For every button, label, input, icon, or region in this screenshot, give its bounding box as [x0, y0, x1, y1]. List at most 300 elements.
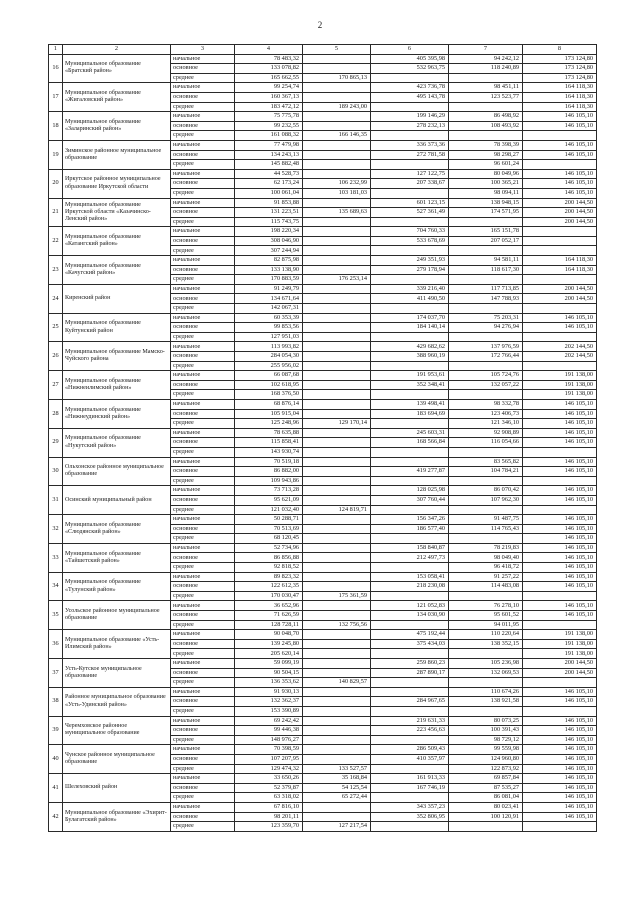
- education-level-cell: основное: [171, 409, 235, 419]
- value-cell-c8: 146 105,10: [523, 121, 597, 131]
- education-level-cell: основное: [171, 236, 235, 246]
- value-cell-c8: 146 105,10: [523, 716, 597, 726]
- value-cell-c4: 60 353,39: [235, 313, 303, 323]
- value-cell-c8: 146 105,10: [523, 524, 597, 534]
- value-cell-c5: [303, 659, 371, 669]
- value-cell-c4: 170 883,59: [235, 275, 303, 285]
- municipality-name-cell: Муниципальное образование «Братский район»: [63, 54, 171, 83]
- value-cell-c7: [449, 678, 523, 688]
- value-cell-c5: [303, 256, 371, 266]
- row-number-cell: 33: [49, 543, 63, 572]
- value-cell-c4: 122 612,35: [235, 582, 303, 592]
- value-cell-c4: 107 207,95: [235, 754, 303, 764]
- table-row: [49, 716, 597, 726]
- value-cell-c5: [303, 582, 371, 592]
- value-cell-c6: 161 913,33: [371, 774, 449, 784]
- value-cell-c8: 146 105,10: [523, 515, 597, 525]
- value-cell-c7: 138 921,58: [449, 697, 523, 707]
- education-level-cell: среднее: [171, 275, 235, 285]
- education-level-cell: начальное: [171, 687, 235, 697]
- row-number-cell: 41: [49, 774, 63, 803]
- education-level-cell: основное: [171, 611, 235, 621]
- value-cell-c7: 78 219,83: [449, 543, 523, 553]
- value-cell-c6: 184 140,14: [371, 323, 449, 333]
- education-level-cell: среднее: [171, 419, 235, 429]
- value-cell-c5: [303, 217, 371, 227]
- value-cell-c5: 35 168,84: [303, 774, 371, 784]
- table-row: [49, 399, 597, 409]
- row-number-cell: 22: [49, 227, 63, 256]
- value-cell-c5: [303, 563, 371, 573]
- education-level-cell: начальное: [171, 227, 235, 237]
- row-number-cell: 42: [49, 802, 63, 831]
- value-cell-c7: 138 352,15: [449, 639, 523, 649]
- value-cell-c8: 146 105,10: [523, 486, 597, 496]
- municipality-name-cell: Муниципальное образование «Тайшетский район»: [63, 543, 171, 572]
- table-row: [49, 687, 597, 697]
- value-cell-c7: 98 298,27: [449, 150, 523, 160]
- value-cell-c4: 165 662,55: [235, 73, 303, 83]
- education-level-cell: основное: [171, 92, 235, 102]
- municipality-name-cell: Муниципальное образование «Катангский район»: [63, 227, 171, 256]
- value-cell-c7: 118 617,30: [449, 265, 523, 275]
- value-cell-c8: 164 118,30: [523, 83, 597, 93]
- value-cell-c7: 94 011,95: [449, 620, 523, 630]
- value-cell-c6: [371, 447, 449, 457]
- municipality-name-cell: Киренский район: [63, 284, 171, 313]
- row-number-cell: 23: [49, 256, 63, 285]
- value-cell-c5: [303, 380, 371, 390]
- value-cell-c7: 147 788,93: [449, 294, 523, 304]
- value-cell-c6: [371, 764, 449, 774]
- value-cell-c8: 146 105,10: [523, 611, 597, 621]
- value-cell-c6: 153 058,41: [371, 572, 449, 582]
- education-level-cell: начальное: [171, 313, 235, 323]
- row-number-cell: 18: [49, 112, 63, 141]
- value-cell-c5: [303, 649, 371, 659]
- education-level-cell: среднее: [171, 131, 235, 141]
- value-cell-c8: [523, 304, 597, 314]
- value-cell-c8: [523, 505, 597, 515]
- value-cell-c7: [449, 304, 523, 314]
- row-number-cell: 29: [49, 428, 63, 457]
- value-cell-c6: 375 434,03: [371, 639, 449, 649]
- value-cell-c8: 146 105,10: [523, 783, 597, 793]
- municipality-name-cell: Муниципальное образование «Жигаловский район»: [63, 83, 171, 112]
- row-number-cell: 21: [49, 198, 63, 227]
- value-cell-c7: [449, 390, 523, 400]
- value-cell-c8: 146 105,10: [523, 543, 597, 553]
- education-level-cell: среднее: [171, 649, 235, 659]
- row-number-cell: 17: [49, 83, 63, 112]
- value-cell-c8: 146 105,10: [523, 438, 597, 448]
- value-cell-c7: 94 276,94: [449, 323, 523, 333]
- value-cell-c7: 87 535,27: [449, 783, 523, 793]
- row-number-cell: 27: [49, 371, 63, 400]
- education-level-cell: среднее: [171, 217, 235, 227]
- value-cell-c8: 173 124,80: [523, 73, 597, 83]
- value-cell-c7: 132 057,22: [449, 380, 523, 390]
- value-cell-c6: 278 232,13: [371, 121, 449, 131]
- education-level-cell: начальное: [171, 745, 235, 755]
- education-level-cell: основное: [171, 467, 235, 477]
- municipality-name-cell: Муниципальное образование «Нукутский район»: [63, 428, 171, 457]
- value-cell-c6: 174 037,70: [371, 313, 449, 323]
- value-cell-c8: [523, 246, 597, 256]
- row-number-cell: 35: [49, 601, 63, 630]
- value-cell-c5: [303, 54, 371, 64]
- value-cell-c6: 134 030,90: [371, 611, 449, 621]
- value-cell-c4: 90 048,70: [235, 630, 303, 640]
- value-cell-c7: 100 365,21: [449, 179, 523, 189]
- value-cell-c8: 200 144,50: [523, 294, 597, 304]
- value-cell-c8: 202 144,50: [523, 342, 597, 352]
- value-cell-c4: 125 248,96: [235, 419, 303, 429]
- education-level-cell: начальное: [171, 457, 235, 467]
- value-cell-c4: 307 244,94: [235, 246, 303, 256]
- education-level-cell: начальное: [171, 54, 235, 64]
- column-number-cell: 1: [49, 45, 63, 55]
- education-level-cell: основное: [171, 438, 235, 448]
- value-cell-c5: [303, 467, 371, 477]
- education-level-cell: начальное: [171, 342, 235, 352]
- education-level-cell: среднее: [171, 447, 235, 457]
- value-cell-c7: 80 073,25: [449, 716, 523, 726]
- value-cell-c8: 146 105,10: [523, 457, 597, 467]
- municipality-name-cell: Муниципальное образование Мамско-Чуйского района: [63, 342, 171, 371]
- education-level-cell: начальное: [171, 486, 235, 496]
- value-cell-c7: [449, 706, 523, 716]
- value-cell-c5: [303, 601, 371, 611]
- value-cell-c4: 143 930,74: [235, 447, 303, 457]
- value-cell-c6: [371, 419, 449, 429]
- row-number-cell: 26: [49, 342, 63, 371]
- value-cell-c4: 129 474,32: [235, 764, 303, 774]
- value-cell-c4: 134 243,13: [235, 150, 303, 160]
- value-cell-c8: [523, 227, 597, 237]
- value-cell-c8: 146 105,10: [523, 428, 597, 438]
- value-cell-c7: 138 948,15: [449, 198, 523, 208]
- value-cell-c7: 86 498,92: [449, 112, 523, 122]
- value-cell-c5: 129 170,14: [303, 419, 371, 429]
- table-row: [49, 342, 597, 352]
- value-cell-c6: [371, 131, 449, 141]
- row-number-cell: 34: [49, 572, 63, 601]
- table-row: [49, 543, 597, 553]
- value-cell-c5: [303, 553, 371, 563]
- table-row: [49, 659, 597, 669]
- value-cell-c5: [303, 726, 371, 736]
- education-level-cell: основное: [171, 64, 235, 74]
- value-cell-c5: [303, 160, 371, 170]
- value-cell-c4: 115 743,75: [235, 217, 303, 227]
- value-cell-c8: 173 124,80: [523, 64, 597, 74]
- value-cell-c6: 158 840,87: [371, 543, 449, 553]
- value-cell-c6: [371, 822, 449, 832]
- municipality-name-cell: Муниципальное образование «Усть-Илимский район»: [63, 630, 171, 659]
- municipality-name-cell: Районное муниципальное образование «Усть-Удинский район»: [63, 687, 171, 716]
- value-cell-c8: 164 118,30: [523, 256, 597, 266]
- value-cell-c4: 77 479,98: [235, 140, 303, 150]
- value-cell-c8: 173 124,80: [523, 54, 597, 64]
- value-cell-c4: 127 951,03: [235, 332, 303, 342]
- value-cell-c5: [303, 284, 371, 294]
- value-cell-c4: 109 943,86: [235, 476, 303, 486]
- table-row: [49, 169, 597, 179]
- value-cell-c7: 96 601,24: [449, 160, 523, 170]
- value-cell-c5: [303, 140, 371, 150]
- value-cell-c7: 98 049,40: [449, 553, 523, 563]
- value-cell-c6: 429 682,62: [371, 342, 449, 352]
- education-level-cell: начальное: [171, 601, 235, 611]
- value-cell-c6: 388 960,19: [371, 352, 449, 362]
- row-number-cell: 37: [49, 659, 63, 688]
- value-cell-c4: 59 099,19: [235, 659, 303, 669]
- education-level-cell: основное: [171, 639, 235, 649]
- value-cell-c5: [303, 409, 371, 419]
- value-cell-c4: 91 930,13: [235, 687, 303, 697]
- value-cell-c4: 70 513,69: [235, 524, 303, 534]
- value-cell-c7: [449, 649, 523, 659]
- value-cell-c7: [449, 476, 523, 486]
- value-cell-c8: 146 105,10: [523, 735, 597, 745]
- education-level-cell: основное: [171, 380, 235, 390]
- value-cell-c4: 62 173,24: [235, 179, 303, 189]
- value-cell-c7: [449, 361, 523, 371]
- value-cell-c5: 54 125,54: [303, 783, 371, 793]
- value-cell-c8: 146 105,10: [523, 774, 597, 784]
- value-cell-c6: 423 736,78: [371, 83, 449, 93]
- value-cell-c5: [303, 342, 371, 352]
- value-cell-c7: 104 784,21: [449, 467, 523, 477]
- education-level-cell: среднее: [171, 620, 235, 630]
- value-cell-c8: 200 144,50: [523, 284, 597, 294]
- value-cell-c5: [303, 332, 371, 342]
- table-row: [49, 486, 597, 496]
- value-cell-c4: 284 054,30: [235, 352, 303, 362]
- value-cell-c4: 70 519,18: [235, 457, 303, 467]
- value-cell-c8: 146 105,10: [523, 697, 597, 707]
- value-cell-c4: 123 359,70: [235, 822, 303, 832]
- value-cell-c5: [303, 495, 371, 505]
- education-level-cell: среднее: [171, 361, 235, 371]
- value-cell-c5: [303, 812, 371, 822]
- value-cell-c5: [303, 706, 371, 716]
- value-cell-c6: [371, 735, 449, 745]
- education-level-cell: среднее: [171, 706, 235, 716]
- value-cell-c6: 245 603,31: [371, 428, 449, 438]
- value-cell-c5: [303, 745, 371, 755]
- value-cell-c6: 279 178,94: [371, 265, 449, 275]
- table-row: [49, 428, 597, 438]
- education-level-cell: основное: [171, 783, 235, 793]
- value-cell-c7: 94 242,12: [449, 54, 523, 64]
- value-cell-c8: 146 105,10: [523, 726, 597, 736]
- education-level-cell: среднее: [171, 591, 235, 601]
- education-level-cell: начальное: [171, 659, 235, 669]
- value-cell-c7: 100 391,43: [449, 726, 523, 736]
- education-level-cell: среднее: [171, 764, 235, 774]
- value-cell-c5: [303, 83, 371, 93]
- municipality-name-cell: Муниципальное образование «Нижнеудинский район»: [63, 399, 171, 428]
- value-cell-c6: 121 052,83: [371, 601, 449, 611]
- municipality-name-cell: Муниципальное образование «Качугский район»: [63, 256, 171, 285]
- value-cell-c5: [303, 236, 371, 246]
- row-number-cell: 31: [49, 486, 63, 515]
- table-row: [49, 256, 597, 266]
- value-cell-c4: 100 061,04: [235, 188, 303, 198]
- value-cell-c7: 86 070,42: [449, 486, 523, 496]
- value-cell-c4: 67 816,10: [235, 802, 303, 812]
- value-cell-c4: 33 650,26: [235, 774, 303, 784]
- row-number-cell: 39: [49, 716, 63, 745]
- education-level-cell: основное: [171, 726, 235, 736]
- value-cell-c8: 146 105,10: [523, 112, 597, 122]
- value-cell-c8: [523, 822, 597, 832]
- value-cell-c6: 284 967,65: [371, 697, 449, 707]
- value-cell-c6: [371, 591, 449, 601]
- value-cell-c7: 80 049,96: [449, 169, 523, 179]
- value-cell-c8: 146 105,10: [523, 188, 597, 198]
- value-cell-c6: [371, 476, 449, 486]
- value-cell-c6: 219 631,33: [371, 716, 449, 726]
- value-cell-c6: 183 694,69: [371, 409, 449, 419]
- education-level-cell: основное: [171, 582, 235, 592]
- education-level-cell: основное: [171, 265, 235, 275]
- value-cell-c5: [303, 390, 371, 400]
- education-level-cell: начальное: [171, 198, 235, 208]
- value-cell-c8: 146 105,10: [523, 323, 597, 333]
- table-row: [49, 313, 597, 323]
- municipality-name-cell: Муниципальное образование «Тулунский район»: [63, 572, 171, 601]
- value-cell-c7: 95 601,52: [449, 611, 523, 621]
- value-cell-c5: 166 146,35: [303, 131, 371, 141]
- value-cell-c4: 91 853,88: [235, 198, 303, 208]
- row-number-cell: 19: [49, 140, 63, 169]
- value-cell-c4: 89 823,32: [235, 572, 303, 582]
- value-cell-c8: 191 138,00: [523, 390, 597, 400]
- value-cell-c8: [523, 236, 597, 246]
- value-cell-c4: 82 875,98: [235, 256, 303, 266]
- value-cell-c6: 532 963,75: [371, 64, 449, 74]
- value-cell-c8: [523, 160, 597, 170]
- value-cell-c8: 146 105,10: [523, 582, 597, 592]
- value-cell-c8: 146 105,10: [523, 754, 597, 764]
- value-cell-c6: [371, 649, 449, 659]
- municipality-name-cell: Черемховское районное муниципальное образование: [63, 716, 171, 745]
- value-cell-c7: [449, 332, 523, 342]
- education-level-cell: начальное: [171, 716, 235, 726]
- education-level-cell: среднее: [171, 822, 235, 832]
- municipality-name-cell: Усольское районное муниципальное образование: [63, 601, 171, 630]
- value-cell-c6: 139 498,41: [371, 399, 449, 409]
- value-cell-c6: 199 146,29: [371, 112, 449, 122]
- value-cell-c8: [523, 131, 597, 141]
- value-cell-c8: 146 105,10: [523, 687, 597, 697]
- column-number-cell: 2: [63, 45, 171, 55]
- column-number-cell: 7: [449, 45, 523, 55]
- value-cell-c4: 86 882,00: [235, 467, 303, 477]
- municipality-name-cell: Усть-Кутское муниципальное образование: [63, 659, 171, 688]
- value-cell-c4: 128 728,11: [235, 620, 303, 630]
- value-cell-c7: 99 559,98: [449, 745, 523, 755]
- value-cell-c4: 44 528,73: [235, 169, 303, 179]
- value-cell-c7: [449, 591, 523, 601]
- value-cell-c5: [303, 265, 371, 275]
- value-cell-c5: [303, 476, 371, 486]
- value-cell-c7: 98 332,78: [449, 399, 523, 409]
- value-cell-c7: 114 483,08: [449, 582, 523, 592]
- value-cell-c4: 99 853,56: [235, 323, 303, 333]
- value-cell-c4: 99 446,38: [235, 726, 303, 736]
- value-cell-c8: 146 105,10: [523, 764, 597, 774]
- value-cell-c7: 132 069,53: [449, 668, 523, 678]
- value-cell-c8: 146 105,10: [523, 534, 597, 544]
- table-row: [49, 112, 597, 122]
- table-row: [49, 371, 597, 381]
- value-cell-c6: [371, 687, 449, 697]
- value-cell-c8: 146 105,10: [523, 572, 597, 582]
- value-cell-c6: 336 373,36: [371, 140, 449, 150]
- value-cell-c5: [303, 515, 371, 525]
- column-number-cell: 5: [303, 45, 371, 55]
- value-cell-c7: [449, 534, 523, 544]
- value-cell-c4: 69 242,42: [235, 716, 303, 726]
- value-cell-c5: [303, 294, 371, 304]
- value-cell-c4: 160 367,13: [235, 92, 303, 102]
- value-cell-c4: 168 376,50: [235, 390, 303, 400]
- column-number-cell: 3: [171, 45, 235, 55]
- value-cell-c8: 191 138,00: [523, 639, 597, 649]
- value-cell-c7: 114 765,43: [449, 524, 523, 534]
- value-cell-c6: 223 456,63: [371, 726, 449, 736]
- value-cell-c7: 172 766,44: [449, 352, 523, 362]
- value-cell-c5: [303, 227, 371, 237]
- value-cell-c8: 146 105,10: [523, 563, 597, 573]
- value-cell-c4: 98 201,11: [235, 812, 303, 822]
- value-cell-c7: 98 729,12: [449, 735, 523, 745]
- value-cell-c8: 200 144,50: [523, 668, 597, 678]
- education-level-cell: основное: [171, 121, 235, 131]
- value-cell-c5: [303, 323, 371, 333]
- table-body: [49, 45, 597, 832]
- value-cell-c5: [303, 313, 371, 323]
- value-cell-c5: 189 243,00: [303, 102, 371, 112]
- value-cell-c8: [523, 706, 597, 716]
- value-cell-c8: 146 105,10: [523, 179, 597, 189]
- value-cell-c7: 94 581,11: [449, 256, 523, 266]
- value-cell-c6: [371, 102, 449, 112]
- value-cell-c6: [371, 304, 449, 314]
- education-level-cell: среднее: [171, 246, 235, 256]
- education-level-cell: среднее: [171, 505, 235, 515]
- value-cell-c7: 124 960,80: [449, 754, 523, 764]
- value-cell-c6: 307 760,44: [371, 495, 449, 505]
- municipality-name-cell: Чунское районное муниципальное образование: [63, 745, 171, 774]
- value-cell-c5: [303, 754, 371, 764]
- value-cell-c7: 86 081,04: [449, 793, 523, 803]
- column-number-cell: 8: [523, 45, 597, 55]
- value-cell-c6: 207 338,67: [371, 179, 449, 189]
- education-level-cell: основное: [171, 294, 235, 304]
- value-cell-c6: 339 216,40: [371, 284, 449, 294]
- value-cell-c7: 75 203,31: [449, 313, 523, 323]
- value-cell-c6: 405 395,98: [371, 54, 449, 64]
- value-cell-c5: 135 689,63: [303, 208, 371, 218]
- value-cell-c6: [371, 620, 449, 630]
- value-cell-c7: 100 120,91: [449, 812, 523, 822]
- value-cell-c8: 146 105,10: [523, 150, 597, 160]
